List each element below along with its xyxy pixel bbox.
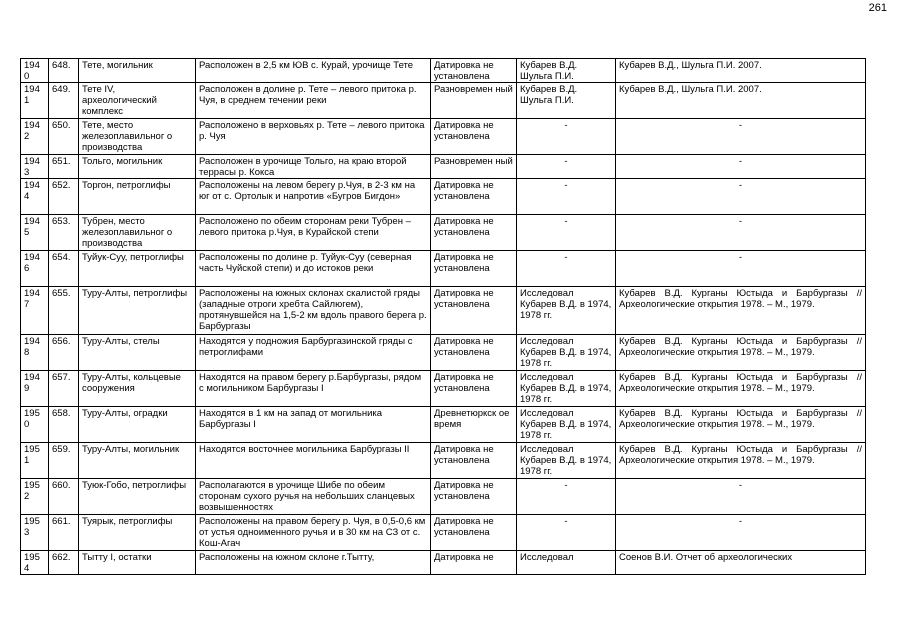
researcher-cell: Исследовал Кубарев В.Д. в 1974, 1978 гг.: [517, 335, 616, 371]
dating-cell: Разновремен ный: [431, 83, 517, 119]
monument-name-cell: Тете IV, археологический комплекс: [79, 83, 196, 119]
literature-cell: -: [616, 515, 866, 551]
dating-cell: Датировка не установлена: [431, 251, 517, 287]
item-number-cell: 659.: [49, 443, 79, 479]
monument-name-cell: Тете, могильник: [79, 59, 196, 83]
item-number-cell: 657.: [49, 371, 79, 407]
dating-cell: Датировка не: [431, 551, 517, 575]
table-row: [21, 155, 866, 179]
item-number-cell: 658.: [49, 407, 79, 443]
dating-cell: Древнетюркск ое время: [431, 407, 517, 443]
literature-cell: -: [616, 179, 866, 215]
dating-cell: Датировка не установлена: [431, 179, 517, 215]
dating-cell: Датировка не установлена: [431, 215, 517, 251]
researcher-cell: Исследовал Кубарев В.Д. в 1974, 1978 гг.: [517, 371, 616, 407]
monument-name-cell: Торгон, петроглифы: [79, 179, 196, 215]
monument-name-cell: Туярык, петроглифы: [79, 515, 196, 551]
literature-cell: Кубарев В.Д. Курганы Юстыда и Барбургазы //Археологические открытия 1978. – М., 1979.: [616, 443, 866, 479]
item-number-cell: 656.: [49, 335, 79, 371]
monument-name-cell: Туйук-Суу, петроглифы: [79, 251, 196, 287]
dating-cell: Датировка не установлена: [431, 371, 517, 407]
table-row: [21, 119, 866, 155]
table-row: [21, 407, 866, 443]
row-number-cell: 1948: [21, 335, 49, 371]
literature-cell: -: [616, 155, 866, 179]
literature-cell: Кубарев В.Д. Курганы Юстыда и Барбургазы //Археологические открытия 1978. – М., 1979.: [616, 407, 866, 443]
location-cell: Расположено в верховьях р. Тете – левого притока р. Чуя: [196, 119, 431, 155]
table-row: [21, 179, 866, 215]
table-row: [21, 443, 866, 479]
monument-name-cell: Туру-Алты, оградки: [79, 407, 196, 443]
literature-cell: Кубарев В.Д. Курганы Юстыда и Барбургазы //Археологические открытия 1978. – М., 1979.: [616, 371, 866, 407]
item-number-cell: 650.: [49, 119, 79, 155]
row-number-cell: 1944: [21, 179, 49, 215]
monument-name-cell: Туюк-Гобо, петроглифы: [79, 479, 196, 515]
researcher-cell: Исследовал Кубарев В.Д. в 1974, 1978 гг.: [517, 287, 616, 335]
table-row: [21, 83, 866, 119]
location-cell: Находятся у подножия Барбургазинской гряды с петроглифами: [196, 335, 431, 371]
dating-cell: Датировка не установлена: [431, 335, 517, 371]
researcher-cell: Исследовал: [517, 551, 616, 575]
researcher-cell: Исследовал Кубарев В.Д. в 1974, 1978 гг.: [517, 443, 616, 479]
item-number-cell: 661.: [49, 515, 79, 551]
table-row: [21, 287, 866, 335]
table-row: [21, 59, 866, 83]
location-cell: Расположены на правом берегу р. Чуя, в 0,5-0,6 км от устья одноименного ручья и в 30 км на СЗ от с. Кош-Агач: [196, 515, 431, 551]
row-number-cell: 1951: [21, 443, 49, 479]
location-cell: Расположен в долине р. Тете – левого притока р. Чуя, в среднем течении реки: [196, 83, 431, 119]
dating-cell: Датировка не установлена: [431, 443, 517, 479]
location-cell: Находятся восточнее могильника Барбургазы II: [196, 443, 431, 479]
page-number: 261: [868, 2, 887, 14]
monument-name-cell: Тете, место железоплавильног о производства: [79, 119, 196, 155]
row-number-cell: 1953: [21, 515, 49, 551]
row-number-cell: 1942: [21, 119, 49, 155]
row-number-cell: 1946: [21, 251, 49, 287]
row-number-cell: 1943: [21, 155, 49, 179]
monument-name-cell: Туру-Алты, кольцевые сооружения: [79, 371, 196, 407]
table-row: [21, 515, 866, 551]
dating-cell: Датировка не установлена: [431, 479, 517, 515]
literature-cell: -: [616, 251, 866, 287]
item-number-cell: 662.: [49, 551, 79, 575]
table-row: [21, 251, 866, 287]
row-number-cell: 1954: [21, 551, 49, 575]
researcher-cell: -: [517, 155, 616, 179]
monument-name-cell: Тольго, могильник: [79, 155, 196, 179]
location-cell: Расположены на южном склоне г.Тытту,: [196, 551, 431, 575]
researcher-cell: -: [517, 251, 616, 287]
monument-name-cell: Тытту I, остатки: [79, 551, 196, 575]
row-number-cell: 1945: [21, 215, 49, 251]
dating-cell: Датировка не установлена: [431, 515, 517, 551]
location-cell: Находятся на правом берегу р.Барбургазы, рядом с могильником Барбургазы I: [196, 371, 431, 407]
table-row: [21, 551, 866, 575]
table-row: [21, 371, 866, 407]
literature-cell: Кубарев В.Д., Шульга П.И. 2007.: [616, 83, 866, 119]
dating-cell: Датировка не установлена: [431, 59, 517, 83]
location-cell: Расположены по долине р. Туйук-Суу (северная часть Чуйской степи) и до истоков реки: [196, 251, 431, 287]
monument-name-cell: Тубрен, место железоплавильног о производства: [79, 215, 196, 251]
researcher-cell: -: [517, 479, 616, 515]
table-row: [21, 479, 866, 515]
location-cell: Расположено по обеим сторонам реки Тубрен – левого притока р.Чуя, в Курайской степи: [196, 215, 431, 251]
researcher-cell: Исследовал Кубарев В.Д. в 1974, 1978 гг.: [517, 407, 616, 443]
row-number-cell: 1952: [21, 479, 49, 515]
researcher-cell: Кубарев В.Д. Шульга П.И.: [517, 59, 616, 83]
row-number-cell: 1950: [21, 407, 49, 443]
table-row: [21, 215, 866, 251]
researcher-cell: -: [517, 215, 616, 251]
location-cell: Расположены на левом берегу р.Чуя, в 2-3 км на юг от с. Ортолык и напротив «Бугров Бигдон»: [196, 179, 431, 215]
researcher-cell: Кубарев В.Д. Шульга П.И.: [517, 83, 616, 119]
item-number-cell: 651.: [49, 155, 79, 179]
location-cell: Расположен в урочище Тольго, на краю второй террасы р. Кокса: [196, 155, 431, 179]
row-number-cell: 1949: [21, 371, 49, 407]
monument-name-cell: Туру-Алты, стелы: [79, 335, 196, 371]
item-number-cell: 649.: [49, 83, 79, 119]
literature-cell: Кубарев В.Д. Курганы Юстыда и Барбургазы //Археологические открытия 1978. – М., 1979.: [616, 335, 866, 371]
literature-cell: -: [616, 119, 866, 155]
item-number-cell: 655.: [49, 287, 79, 335]
item-number-cell: 654.: [49, 251, 79, 287]
row-number-cell: 1941: [21, 83, 49, 119]
monument-name-cell: Туру-Алты, могильник: [79, 443, 196, 479]
monuments-table: [20, 58, 866, 575]
location-cell: Расположены на южных склонах скалистой гряды (западные отроги хребта Сайлюгем), протянувшейся на 1,5-2 км вдоль правого берега р. Барбургазы: [196, 287, 431, 335]
location-cell: Находятся в 1 км на запад от могильника Барбургазы I: [196, 407, 431, 443]
literature-cell: Соенов В.И. Отчет об археологических: [616, 551, 866, 575]
table-row: [21, 335, 866, 371]
row-number-cell: 1947: [21, 287, 49, 335]
literature-cell: -: [616, 479, 866, 515]
dating-cell: Датировка не установлена: [431, 287, 517, 335]
row-number-cell: 1940: [21, 59, 49, 83]
location-cell: Располагаются в урочище Шибе по обеим сторонам сухого ручья на небольших сланцевых возвышенностях: [196, 479, 431, 515]
researcher-cell: -: [517, 179, 616, 215]
literature-cell: Кубарев В.Д. Курганы Юстыда и Барбургазы //Археологические открытия 1978. – М., 1979.: [616, 287, 866, 335]
researcher-cell: -: [517, 119, 616, 155]
item-number-cell: 660.: [49, 479, 79, 515]
item-number-cell: 648.: [49, 59, 79, 83]
monument-name-cell: Туру-Алты, петроглифы: [79, 287, 196, 335]
dating-cell: Датировка не установлена: [431, 119, 517, 155]
item-number-cell: 652.: [49, 179, 79, 215]
literature-cell: Кубарев В.Д., Шульга П.И. 2007.: [616, 59, 866, 83]
researcher-cell: -: [517, 515, 616, 551]
location-cell: Расположен в 2,5 км ЮВ с. Курай, урочище Тете: [196, 59, 431, 83]
literature-cell: -: [616, 215, 866, 251]
dating-cell: Разновремен ный: [431, 155, 517, 179]
item-number-cell: 653.: [49, 215, 79, 251]
